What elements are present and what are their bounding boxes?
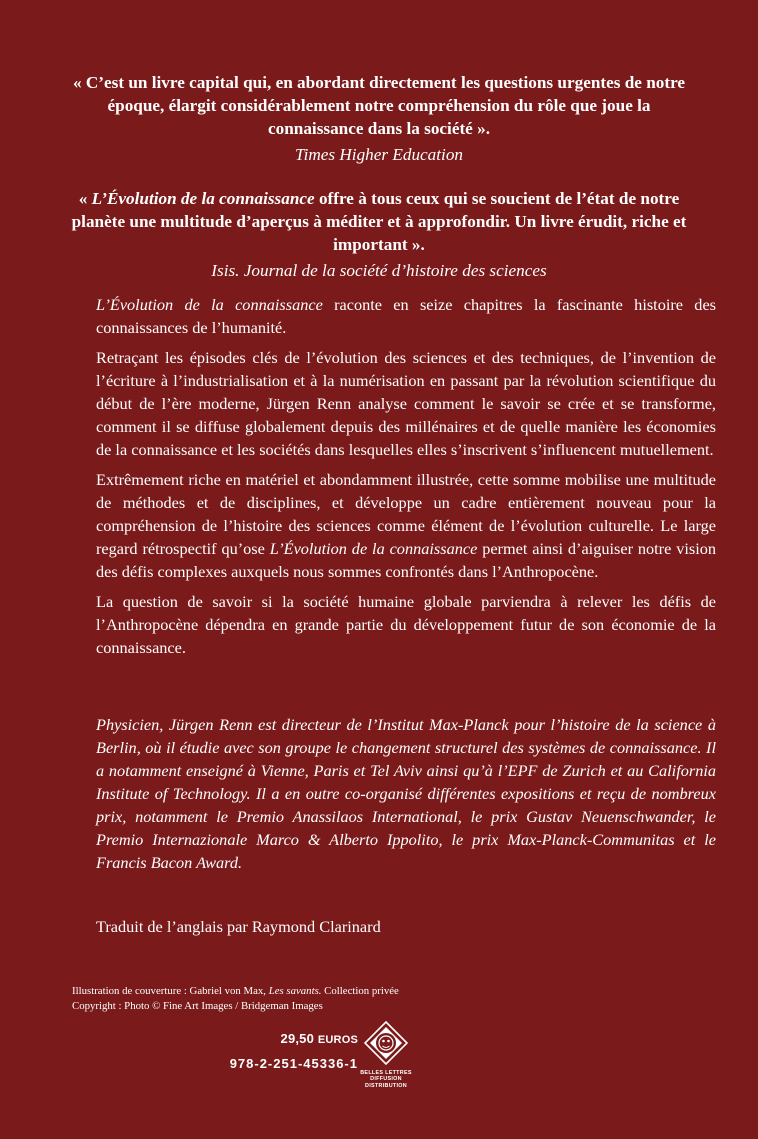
quote-text: offre à tous ceux qui se soucient de l’état de notre planète une multitude d’aperçus à méditer et à approfondir. Un livre érudit, riche et important ». [71, 189, 687, 254]
artwork-title: Les savants. [268, 985, 322, 997]
description-paragraph: La question de savoir si la société humaine globale parviendra à relever les défis de l’Anthropocène dépendra en grande partie du développement futur de son économie de la connaissance. [96, 592, 716, 657]
cover-illustration-credit: Illustration de couverture : Gabriel von Max, Les savants. Collection privée [72, 985, 399, 997]
description-paragraph: L’Évolution de la connaissance raconte en seize chapitres la fascinante histoire des connaissances de l’humanité. [96, 295, 717, 337]
quote-text: « C’est un livre capital qui, en abordant directement les questions urgentes de notre époque, élargit considérablement notre compréhension du rôle que joue la connaissance dans la société ». [72, 73, 686, 138]
quote-open: « [78, 189, 92, 208]
quote-book-title: L’Évolution de la connaissance [91, 189, 315, 208]
description-paragraph: Retraçant les épisodes clés de l’évolution des sciences et des techniques, de l’invention de l’écriture à l’industrialisation et à la numérisation en passant par la révolution scientifique du début de l’ère moderne, Jürgen Renn analyse comment le savoir se crée et se transforme, comment il se diffuse globalement depuis des millénaires et de quelle manière les économies de la connaissance et les sociétés dans lesquelles elles s’inscrivent s’influencent mutuellement. [96, 348, 716, 459]
translator-credit: Traduit de l’anglais par Raymond Clarinard [96, 917, 381, 936]
quote-source: Isis. Journal de la société d’histoire des sciences [211, 261, 547, 280]
isbn: 978-2-251-45336-1 [229, 1056, 358, 1071]
price-amount: 29,50 [280, 1031, 315, 1046]
price-currency: EUROS [317, 1034, 358, 1046]
description-paragraph: Extrêmement riche en matériel et abondamment illustrée, cette somme mobilise une multitude de méthodes et de disciplines, et développe un cadre entièrement nouveau pour la compréhension de l’histoire des sciences comme élément de l’évolution culturelle. Le large regard rétrospectif qu’ose L’Évolution de la connaissance permet ainsi d’aiguiser notre vision des défis complexes auxquels nous sommes confrontés dans l’Anthropocène. [96, 470, 717, 581]
press-quote-isis [60, 187, 698, 282]
price-label [281, 1031, 358, 1046]
author-bio: Physicien, Jürgen Renn est directeur de l’Institut Max-Planck pour l’histoire de la science à Berlin, où il étudie avec son groupe le changement structurel des systèmes de connaissance. Il a notamment enseigné à Vienne, Paris et Tel Aviv ainsi qu’à l’EPF de Zurich et au California Institute of Technology. Il a en outre co-organisé différentes expositions et reçu de nombreux prix, notamment le Premio Anassilaos International, le prix Gustav Neuenschwander, le Premio Internazionale Marco & Alberto Ippolito, le prix Max-Planck-Communitas et le Francis Bacon Award. [96, 715, 716, 872]
book-title: L’Évolution de la connaissance [269, 539, 478, 558]
image-credits [72, 984, 399, 1014]
press-quote-times [60, 71, 698, 166]
copyright-credit: Copyright : Photo © Fine Art Images / Bridgeman Images [72, 1000, 323, 1012]
publisher-logo-text: BELLES LETTRES DIFFUSION DISTRIBUTION [360, 1070, 412, 1089]
quote-source: Times Higher Education [294, 145, 464, 164]
book-title: L’Évolution de la connaissance [96, 295, 323, 314]
book-description [96, 293, 716, 666]
